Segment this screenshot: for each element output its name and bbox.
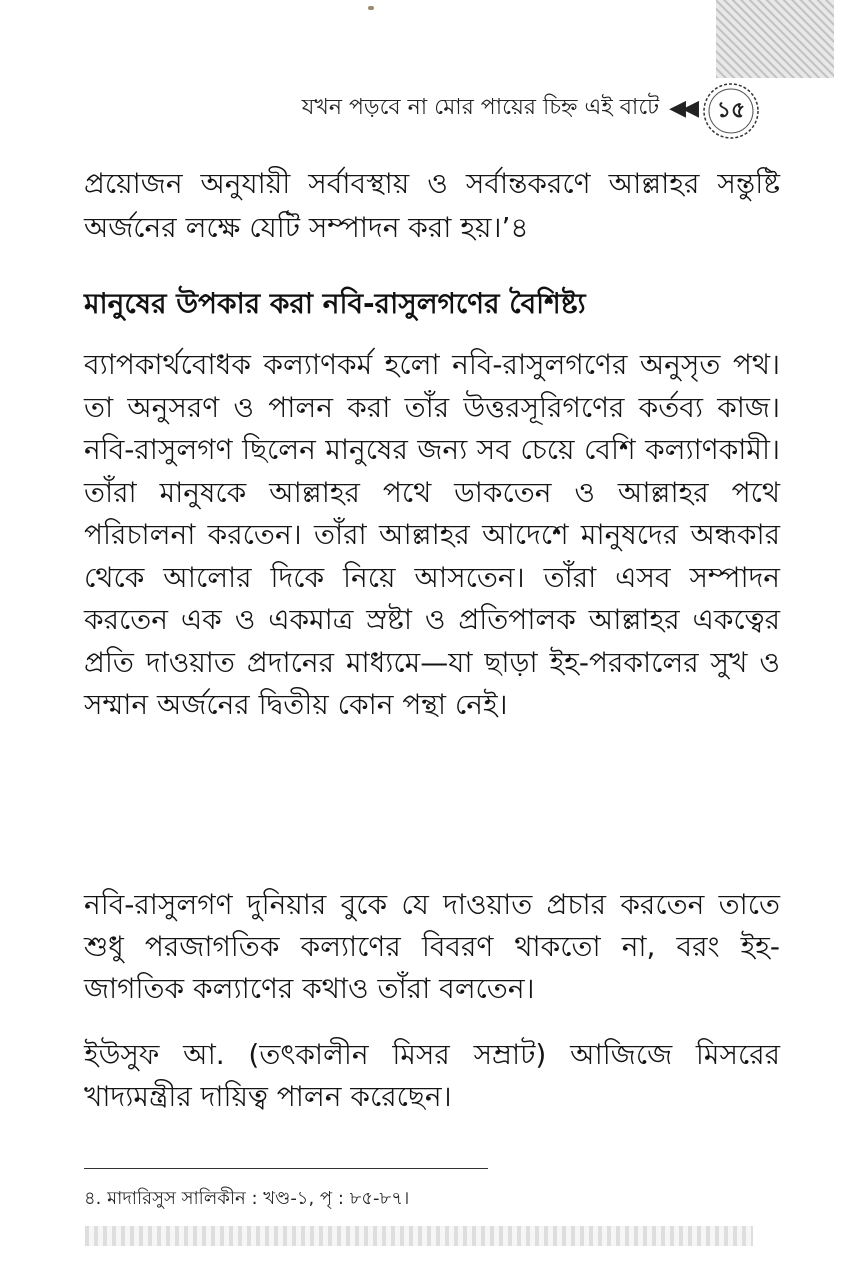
decorative-corner-pattern: [716, 0, 834, 78]
footnote-divider: [84, 1168, 488, 1169]
print-speck: [368, 6, 374, 10]
running-header: [175, 88, 695, 128]
double-arrow-left-icon: ◀◀: [669, 95, 695, 121]
footnote: ৪. মাদারিসুস সালিকীন : খণ্ড-১, পৃ : ৮৫-৮৭।: [84, 1188, 410, 1209]
page-number-badge: [700, 80, 762, 142]
running-title: যখন পড়বে না মোর পায়ের চিহ্ন এই বাটে: [301, 94, 660, 120]
section-heading: মানুষের উপকার করা নবি-রাসুলগণের বৈশিষ্ট্য: [84, 287, 586, 320]
paragraph-1: প্রয়োজন অনুযায়ী সর্বাবস্থায় ও সর্বান্তকরণে আল্লাহর সন্তুষ্টি অর্জনের লক্ষে যেটি সম্পাদন করা হয়।’৪: [84, 167, 780, 244]
decorative-bottom-border: [85, 1226, 753, 1246]
page-number: ১৫: [716, 97, 746, 123]
paragraph-4: ইউসুফ আ. (তৎকালীন মিসর সম্রাট) আজিজে মিসরের খাদ্যমন্ত্রীর দায়িত্ব পালন করেছেন।: [84, 1038, 780, 1113]
paragraph-2: ব্যাপকার্থবোধক কল্যাণকর্ম হলো নবি-রাসুলগণের অনুসৃত পথ। তা অনুসরণ ও পালন করা তাঁর উত্তরসূরিগণের কর্তব্য কাজ। নবি-রাসুলগণ ছিলেন মানুষের জন্য সব চেয়ে বেশি কল্যাণকামী। তাঁরা মানুষকে আল্লাহর পথে ডাকতেন ও আল্লাহর পথে পরিচালনা করতেন। তাঁরা আল্লাহর আদেশে মানুষদের অন্ধকার থেকে আলোর দিকে নিয়ে আসতেন। তাঁরা এসব সম্পাদন করতেন এক ও একমাত্র স্রষ্টা ও প্রতিপালক আল্লাহর একত্বের প্রতি দাওয়াত প্রদানের মাধ্যমে—যা ছাড়া ইহ-পরকালের সুখ ও সম্মান অর্জনের দ্বিতীয় কোন পন্থা নেই।: [84, 348, 780, 721]
paragraph-3: নবি-রাসুলগণ দুনিয়ার বুকে যে দাওয়াত প্রচার করতেন তাতে শুধু পরজাগতিক কল্যাণের বিবরণ থাকতো না, বরং ইহ-জাগতিক কল্যাণের কথাও তাঁরা বলতেন।: [84, 888, 780, 1005]
